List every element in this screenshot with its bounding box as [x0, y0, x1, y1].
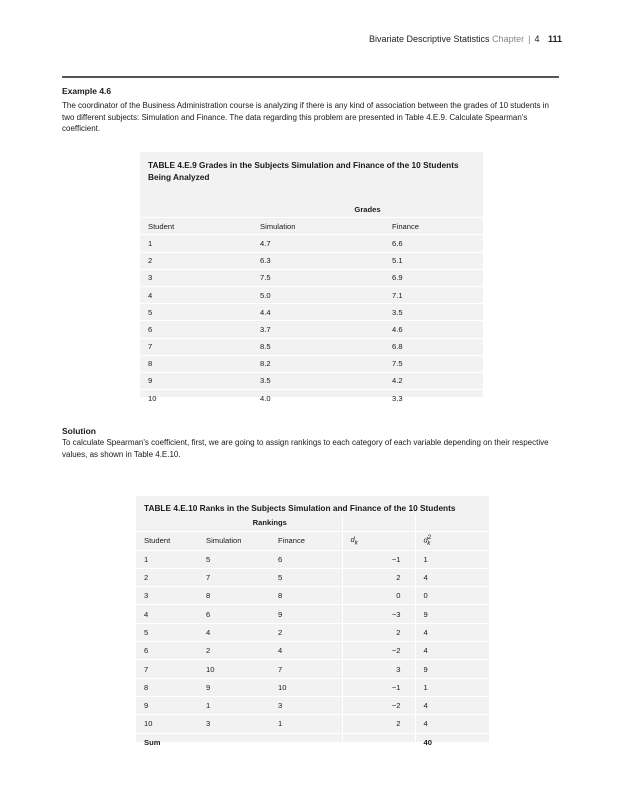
table-cell: 7.1	[384, 286, 483, 303]
table-cell: 8	[136, 678, 198, 696]
table-cell: 9	[140, 372, 252, 389]
table-cell: 6	[140, 321, 252, 338]
table-cell: 4	[270, 642, 342, 660]
table-cell: 7	[198, 568, 270, 586]
table-cell: 5	[198, 550, 270, 568]
table-4e10-title: TABLE 4.E.10 Ranks in the Subjects Simulation and Finance of the 10 Students	[144, 503, 456, 513]
column-header-finance: Finance	[384, 218, 483, 235]
table-cell: 4	[415, 715, 489, 733]
table-cell: 2	[198, 642, 270, 660]
table-cell: 5	[136, 623, 198, 641]
table-header-row	[140, 218, 483, 235]
sum-label: Sum	[136, 733, 198, 751]
sum-value: 40	[415, 733, 489, 751]
table-cell: 5.0	[252, 286, 384, 303]
table-row	[140, 286, 483, 303]
table-header-row	[140, 201, 483, 218]
dk2-subscript: k	[427, 540, 431, 548]
table-row	[136, 568, 489, 586]
table-cell: 8	[198, 587, 270, 605]
table-cell: 4	[415, 696, 489, 714]
table-4e10	[136, 496, 489, 747]
table-cell: −1	[342, 550, 415, 568]
table-cell: 2	[136, 568, 198, 586]
table-cell: 4	[140, 286, 252, 303]
table-cell: 9	[270, 605, 342, 623]
table-cell: 3	[140, 269, 252, 286]
solution-text: To calculate Spearman's coefficient, first, we are going to assign rankings to each category of each variable depending on their respective values, as shown in Table 4.E.10.	[62, 438, 549, 459]
table-cell: 1	[140, 235, 252, 252]
table-cell: 1	[415, 678, 489, 696]
column-header-finance: Finance	[270, 532, 342, 550]
table-row	[140, 338, 483, 355]
table-cell: 7	[136, 660, 198, 678]
table-4e9-grid	[140, 201, 483, 407]
table-cell: 10	[140, 390, 252, 407]
table-4e9-title: TABLE 4.E.9 Grades in the Subjects Simulation and Finance of the 10 Students Being Analyzed	[148, 160, 459, 182]
table-row	[136, 660, 489, 678]
table-cell: 4	[415, 568, 489, 586]
table-cell: −1	[342, 678, 415, 696]
running-head-title: Bivariate Descriptive Statistics	[369, 34, 490, 44]
table-cell: −2	[342, 642, 415, 660]
table-sum-row	[136, 733, 489, 751]
table-4e10-grid	[136, 514, 489, 752]
table-row	[136, 587, 489, 605]
table-cell: 8.5	[252, 338, 384, 355]
table-cell: 3.5	[384, 304, 483, 321]
column-header-simulation: Simulation	[252, 218, 384, 235]
table-cell: 4.0	[252, 390, 384, 407]
table-cell: 3.3	[384, 390, 483, 407]
table-row	[136, 605, 489, 623]
solution-title: Solution	[62, 426, 96, 436]
table-row	[136, 550, 489, 568]
example-rule	[62, 76, 559, 78]
dk2-superscript: 2	[427, 534, 432, 542]
table-cell: 9	[198, 678, 270, 696]
table-cell: 10	[198, 660, 270, 678]
table-cell: 1	[198, 696, 270, 714]
table-cell: 3	[342, 660, 415, 678]
table-row	[140, 252, 483, 269]
table-header-row	[136, 532, 489, 550]
table-cell: 9	[415, 660, 489, 678]
table-cell: 10	[136, 715, 198, 733]
dk-symbol: d	[350, 535, 355, 545]
table-row	[140, 269, 483, 286]
table-cell: 4.6	[384, 321, 483, 338]
table-row	[140, 355, 483, 372]
table-cell: 4.4	[252, 304, 384, 321]
table-header-row	[136, 514, 489, 532]
table-cell: 2	[270, 623, 342, 641]
page-number: 111	[547, 34, 562, 44]
table-cell: 8	[140, 355, 252, 372]
table-cell: 2	[342, 623, 415, 641]
table-cell: −3	[342, 605, 415, 623]
table-cell: 4	[415, 623, 489, 641]
table-cell: 6	[198, 605, 270, 623]
table-cell: 7.5	[252, 269, 384, 286]
table-cell: 9	[136, 696, 198, 714]
table-cell: 3.5	[252, 372, 384, 389]
table-cell: 6	[270, 550, 342, 568]
table-cell: 4	[136, 605, 198, 623]
table-cell: 7	[270, 660, 342, 678]
table-row	[140, 235, 483, 252]
table-row	[136, 623, 489, 641]
column-header-simulation: Simulation	[198, 532, 270, 550]
table-cell: 4.7	[252, 235, 384, 252]
dk2-symbol: d	[423, 535, 428, 545]
table-cell: 5	[270, 568, 342, 586]
table-cell: 3	[136, 587, 198, 605]
table-cell: 10	[270, 678, 342, 696]
table-row	[136, 642, 489, 660]
table-cell: 4	[198, 623, 270, 641]
running-head-chapter-number: 4	[534, 34, 540, 44]
column-header-dk	[342, 532, 415, 550]
example-title: Example 4.6	[62, 86, 112, 96]
table-cell: 2	[342, 568, 415, 586]
table-row	[136, 678, 489, 696]
table-cell: 6.8	[384, 338, 483, 355]
table-cell: 1	[270, 715, 342, 733]
table-cell: 2	[140, 252, 252, 269]
table-cell: 0	[415, 587, 489, 605]
table-cell: 1	[136, 550, 198, 568]
column-header-student: Student	[140, 218, 252, 235]
table-cell: 4.2	[384, 372, 483, 389]
table-cell: 6.3	[252, 252, 384, 269]
table-cell: 3	[198, 715, 270, 733]
running-head-chapter-label: Chapter	[492, 34, 525, 44]
table-cell: 6	[136, 642, 198, 660]
table-cell: 9	[415, 605, 489, 623]
example-text: The coordinator of the Business Administration course is analyzing if there is any kind of association between the grades of 10 students in two different subjects: Simulation and Finance. The data regarding this problem are presented in Table 4.E.9. Calculate Spearman's coefficient.	[62, 101, 549, 133]
table-row	[140, 304, 483, 321]
table-row	[140, 372, 483, 389]
dk-subscript: k	[354, 539, 358, 547]
table-cell: −2	[342, 696, 415, 714]
table-cell: 2	[342, 715, 415, 733]
column-header-dk-squared	[415, 532, 489, 550]
table-4e10-group-header: Rankings	[198, 514, 342, 532]
table-4e9	[140, 152, 483, 403]
table-cell: 3	[270, 696, 342, 714]
table-4e9-group-header: Grades	[252, 201, 483, 218]
table-row	[140, 321, 483, 338]
column-header-student: Student	[136, 532, 198, 550]
table-cell: 5	[140, 304, 252, 321]
table-cell: 7.5	[384, 355, 483, 372]
table-cell: 6.9	[384, 269, 483, 286]
running-head: Bivariate Descriptive Statistics Chapter | 4 111	[369, 34, 562, 44]
table-cell: 3.7	[252, 321, 384, 338]
table-row	[136, 715, 489, 733]
table-cell: 0	[342, 587, 415, 605]
table-cell: 8	[270, 587, 342, 605]
table-cell: 5.1	[384, 252, 483, 269]
table-row	[136, 696, 489, 714]
table-cell: 7	[140, 338, 252, 355]
table-cell: 8.2	[252, 355, 384, 372]
table-cell: 4	[415, 642, 489, 660]
table-cell: 1	[415, 550, 489, 568]
table-cell: 6.6	[384, 235, 483, 252]
table-row	[140, 390, 483, 407]
